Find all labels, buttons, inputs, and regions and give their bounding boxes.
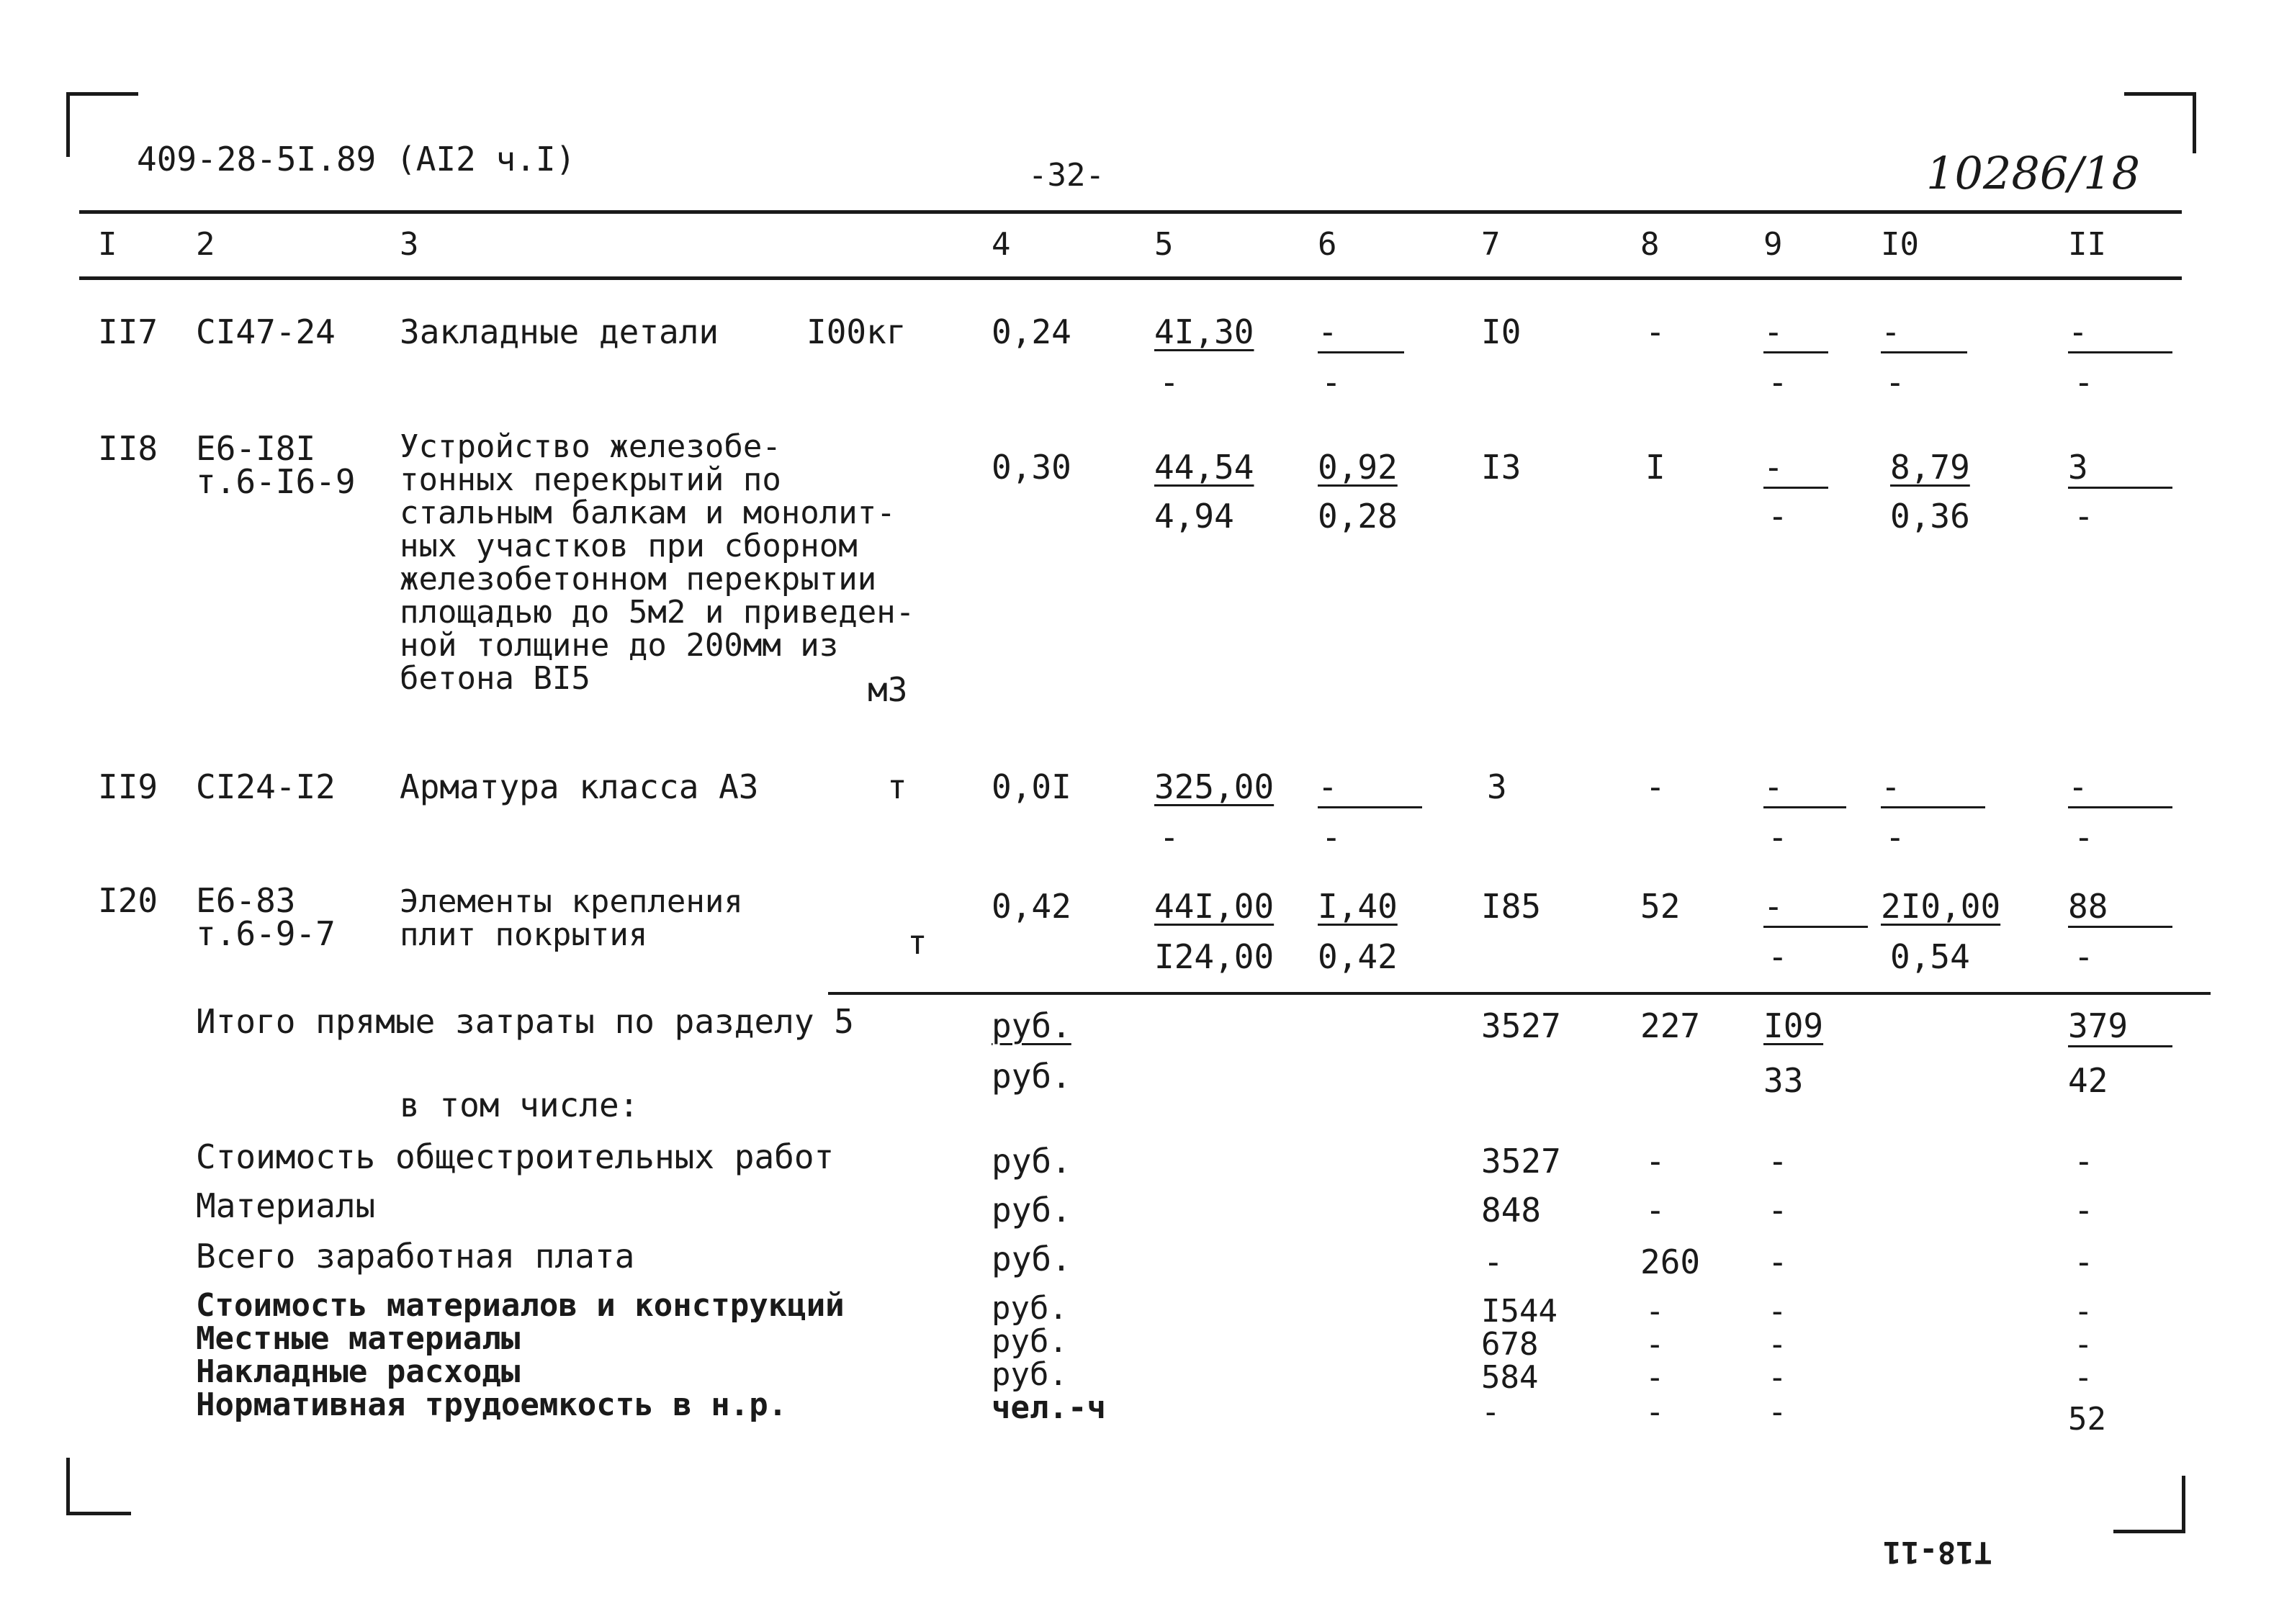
col11-top: 88 (2068, 887, 2108, 926)
total-col8: 227 (1640, 1006, 1701, 1045)
col10-top: 2I0,00 (1881, 887, 2001, 926)
item-unit: руб. (992, 1191, 1071, 1230)
col6-top: 0,92 (1318, 448, 1398, 487)
col9-underline (1763, 351, 1828, 353)
corner-mark-top-right-vertical (2193, 92, 2196, 153)
row-number: II9 (98, 767, 158, 806)
item-col9: - (1768, 1142, 1788, 1181)
row-number: I20 (98, 881, 158, 920)
page-number: -32- (1028, 157, 1105, 194)
item-col11: - (2074, 1326, 2093, 1363)
col6-underline (1318, 351, 1404, 353)
col6-bottom: - (1321, 818, 1341, 857)
quantity: 0,30 (992, 448, 1071, 487)
rate-table-ref: т.6-9-7 (196, 914, 336, 953)
item-col11: - (2074, 1191, 2094, 1230)
unit: т (887, 767, 907, 806)
col9-top: - (1763, 448, 1784, 487)
item-label: Стоимость общестроительных работ (196, 1137, 835, 1176)
total-col11-bottom: 42 (2068, 1061, 2108, 1100)
col-header-9: 9 (1763, 226, 1783, 263)
col10-top: - (1881, 767, 1901, 806)
total-col11-underline (2068, 1045, 2172, 1047)
item-col7: 584 (1481, 1359, 1539, 1396)
col5-bottom: 4,94 (1154, 497, 1234, 536)
col10-bottom: 0,54 (1890, 937, 1970, 976)
quantity: 0,0I (992, 767, 1071, 806)
corner-mark-bottom-right-horizontal (2113, 1530, 2185, 1533)
row-number: II7 (98, 312, 158, 351)
item-col9: - (1768, 1359, 1787, 1396)
col-header-5: 5 (1154, 226, 1174, 263)
col9-bottom: - (1768, 497, 1788, 536)
col11-bottom: - (2074, 363, 2094, 402)
col-header-4: 4 (992, 226, 1011, 263)
col11-bottom: - (2074, 818, 2094, 857)
col11-underline (2068, 926, 2172, 928)
unit: I00кг (806, 312, 907, 351)
item-col7: 3527 (1481, 1142, 1561, 1181)
header-rule-bottom (79, 276, 2182, 280)
col5-top: 44I,00 (1154, 887, 1275, 926)
document-code: 409-28-5I.89 (AI2 ч.I) (137, 140, 576, 179)
item-col9: - (1768, 1293, 1787, 1330)
item-col11: 52 (2068, 1401, 2106, 1438)
col6-top: I,40 (1318, 887, 1398, 926)
col11-underline (2068, 806, 2172, 808)
total-label: Итого прямые затраты по разделу 5 (196, 1002, 854, 1041)
col10-top: 8,79 (1890, 448, 1970, 487)
item-col11: - (2074, 1293, 2093, 1330)
col9-bottom: - (1768, 818, 1788, 857)
total-unit-bottom: руб. (992, 1057, 1071, 1096)
item-col8: - (1645, 1359, 1665, 1396)
item-col8: 260 (1640, 1242, 1701, 1281)
col-header-3: 3 (400, 226, 419, 263)
col10-underline (1881, 806, 1985, 808)
item-col8: - (1645, 1191, 1666, 1230)
col5-top: 325,00 (1154, 767, 1275, 806)
item-label: Всего заработная плата (196, 1237, 635, 1276)
col5-top: 44,54 (1154, 448, 1254, 487)
col-header-6: 6 (1318, 226, 1337, 263)
item-col9: - (1768, 1191, 1788, 1230)
item-col7: I544 (1481, 1293, 1557, 1330)
item-col11: - (2074, 1359, 2093, 1396)
col-header-11: II (2068, 226, 2106, 263)
item-unit: руб. (992, 1323, 1068, 1360)
col11-bottom: - (2074, 497, 2094, 536)
col8: - (1645, 312, 1666, 351)
col10-top: - (1881, 312, 1901, 351)
col8: 52 (1640, 887, 1681, 926)
item-unit: руб. (992, 1356, 1068, 1393)
col9-bottom: - (1768, 937, 1788, 976)
unit: т (907, 923, 927, 962)
item-col7: 678 (1481, 1326, 1539, 1363)
col6-bottom: 0,42 (1318, 937, 1398, 976)
corner-mark-top-left (66, 92, 138, 96)
rate-code: E6-I8I (196, 429, 316, 468)
item-col7: - (1481, 1394, 1501, 1430)
item-col9: - (1768, 1326, 1787, 1363)
item-col8: - (1645, 1394, 1665, 1430)
col7: I0 (1481, 312, 1521, 351)
col5-bottom: - (1159, 818, 1179, 857)
col8: I (1645, 448, 1666, 487)
col11-top: - (2068, 312, 2088, 351)
col11-underline (2068, 351, 2172, 353)
col11-top: - (2068, 767, 2088, 806)
col-header-1: I (98, 226, 117, 263)
col11-top: 3 (2068, 448, 2088, 487)
col9-underline (1763, 487, 1828, 489)
col11-bottom: - (2074, 937, 2094, 976)
item-col7: - (1483, 1242, 1503, 1281)
summary-rule (828, 992, 2211, 995)
item-label: Нормативная трудоемкость в н.р. (196, 1386, 788, 1423)
item-col11: - (2074, 1142, 2094, 1181)
corner-mark-bottom-left-horizontal (66, 1512, 131, 1515)
col-header-8: 8 (1640, 226, 1660, 263)
total-col9-top: I09 (1763, 1006, 1824, 1045)
total-col7: 3527 (1481, 1006, 1561, 1045)
col5-bottom: I24,00 (1154, 937, 1275, 976)
col8: - (1645, 767, 1666, 806)
col5-bottom: - (1159, 363, 1179, 402)
col9-top: - (1763, 887, 1784, 926)
col-header-2: 2 (196, 226, 215, 263)
item-col7: 848 (1481, 1191, 1542, 1230)
item-label: Стоимость материалов и конструкций (196, 1287, 845, 1324)
work-description: Закладные детали (400, 312, 719, 351)
rate-code: CI24-I2 (196, 767, 336, 806)
col-header-10: I0 (1881, 226, 1919, 263)
item-label: Материалы (196, 1186, 376, 1225)
col6-top: - (1318, 312, 1338, 351)
total-unit-top: руб. (992, 1006, 1071, 1045)
col9-top: - (1763, 767, 1784, 806)
item-col8: - (1645, 1142, 1666, 1181)
rate-code: CI47-24 (196, 312, 336, 351)
work-description: Элементы крепления плит покрытия (400, 883, 743, 953)
item-col8: - (1645, 1293, 1665, 1330)
col6-top: - (1318, 767, 1338, 806)
item-col11: - (2074, 1242, 2094, 1281)
col9-underline (1763, 806, 1846, 808)
unit: м3 (868, 670, 908, 709)
rate-code: E6-83 (196, 881, 296, 920)
item-unit: руб. (992, 1240, 1071, 1278)
col9-underline (1763, 926, 1868, 928)
item-col9: - (1768, 1242, 1788, 1281)
col10-underline (1881, 351, 1967, 353)
work-description: Устройство железобе- тонных перекрытий по стальным балкам и монолит- ных участков при сборном железобетонном перекрытии площадью до 5м2 и приведен- ной толщине до 200мм из бетона BI5 (400, 428, 915, 697)
footer-stamp: T18-11 (1883, 1535, 1992, 1570)
col10-bottom: - (1885, 818, 1905, 857)
col10-bottom: - (1885, 363, 1905, 402)
col10-bottom: 0,36 (1890, 497, 1970, 536)
col-header-7: 7 (1481, 226, 1501, 263)
row-number: II8 (98, 429, 158, 468)
col6-bottom: 0,28 (1318, 497, 1398, 536)
including-label: в том числе: (400, 1086, 639, 1124)
col7: I85 (1481, 887, 1542, 926)
col6-bottom: - (1321, 363, 1341, 402)
item-label: Накладные расходы (196, 1353, 521, 1390)
quantity: 0,42 (992, 887, 1071, 926)
col6-underline (1318, 806, 1422, 808)
col11-underline (2068, 487, 2172, 489)
item-col8: - (1645, 1326, 1665, 1363)
item-unit: руб. (992, 1290, 1068, 1327)
col9-bottom: - (1768, 363, 1788, 402)
corner-mark-bottom-right (2182, 1476, 2185, 1533)
col5-top: 4I,30 (1154, 312, 1254, 351)
col7: I3 (1481, 448, 1521, 487)
col7: 3 (1487, 767, 1507, 806)
item-unit: руб. (992, 1142, 1071, 1181)
quantity: 0,24 (992, 312, 1071, 351)
corner-mark-bottom-left (66, 1458, 70, 1515)
item-unit: чел.-ч (992, 1389, 1106, 1426)
item-label: Местные материалы (196, 1320, 521, 1357)
col9-top: - (1763, 312, 1784, 351)
corner-mark-top-left-vertical (66, 92, 70, 157)
total-col9-bottom: 33 (1763, 1061, 1804, 1100)
header-rule-top (79, 210, 2182, 214)
rate-table-ref: т.6-I6-9 (196, 462, 356, 501)
item-col9: - (1768, 1394, 1787, 1430)
handwritten-number: 10286/18 (1926, 147, 2141, 199)
corner-mark-top-right (2124, 92, 2196, 96)
work-description: Арматура класса A3 (400, 767, 759, 806)
total-col11-top: 379 (2068, 1006, 2129, 1045)
